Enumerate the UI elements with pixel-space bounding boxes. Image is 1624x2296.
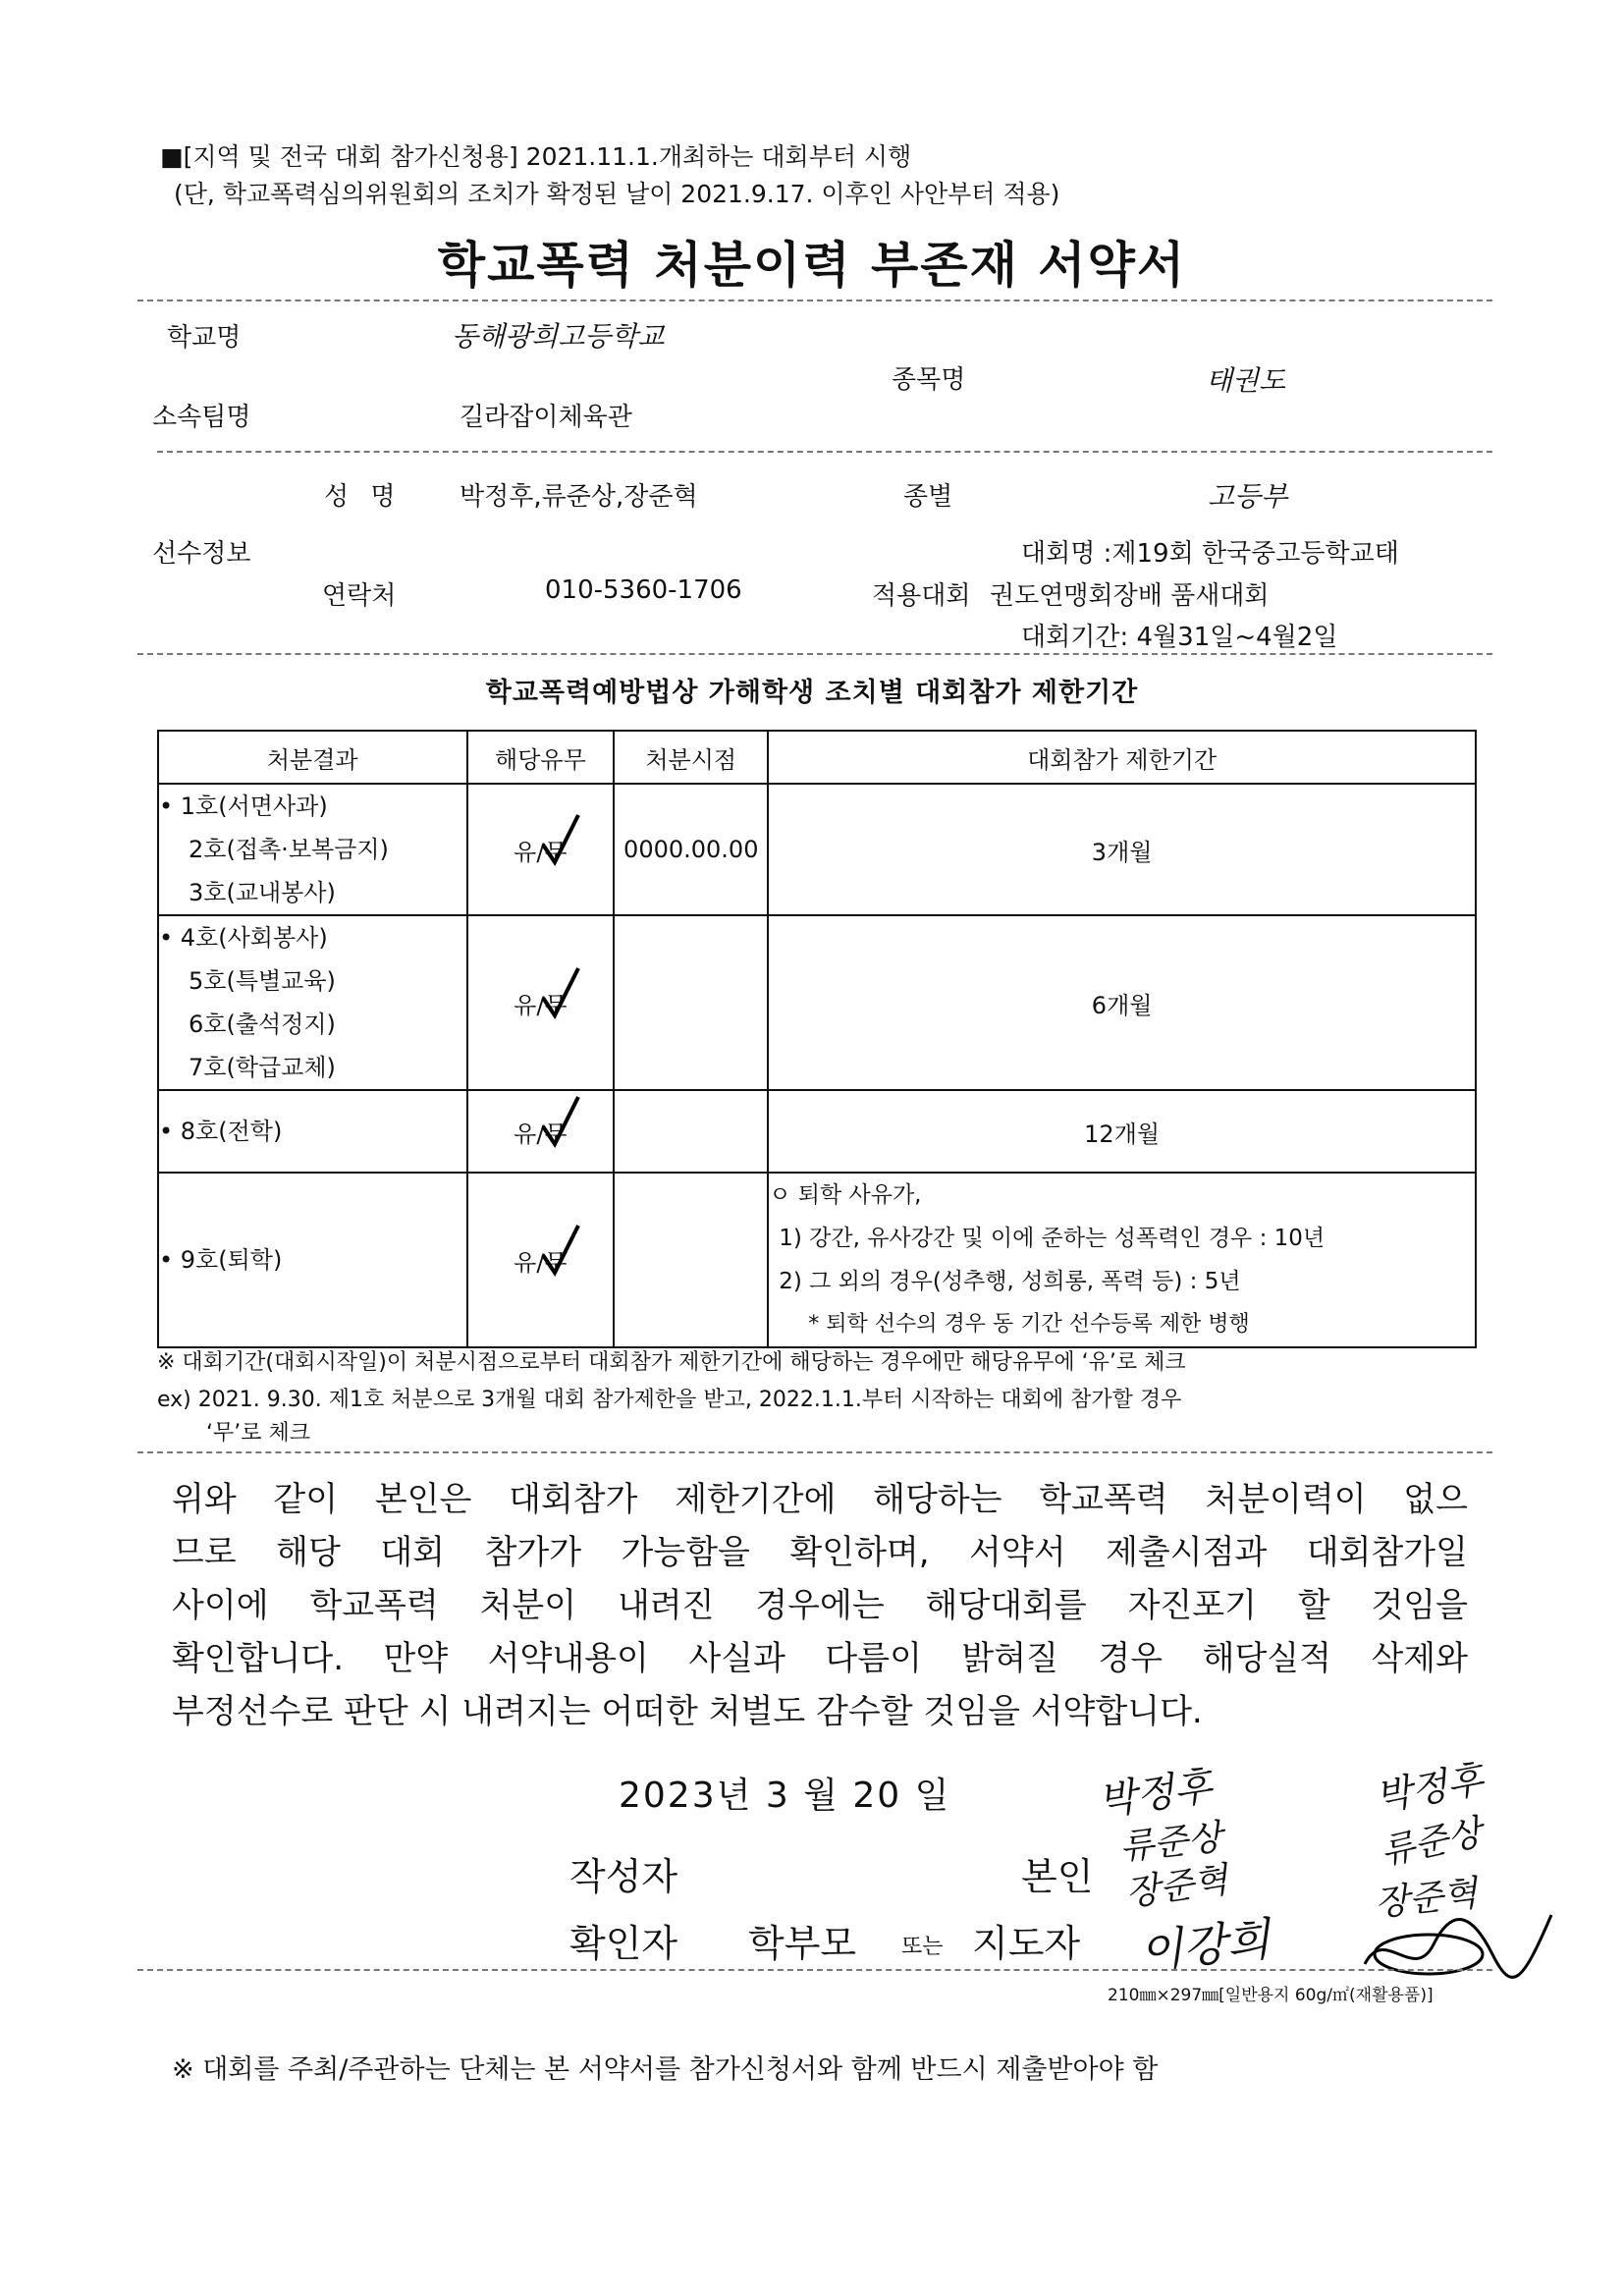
footer-note: ※ 대회를 주최/주관하는 단체는 본 서약서를 참가신청서와 함께 반드시 제출받아야 함 bbox=[172, 2054, 1159, 2085]
or-label: 또는 bbox=[901, 1935, 944, 1959]
checkmark-icon bbox=[539, 1093, 582, 1148]
period-cell: 12개월 bbox=[768, 1090, 1476, 1173]
table-row bbox=[158, 1173, 1476, 1347]
disposition-item: • 9호(퇴학) bbox=[159, 1246, 283, 1274]
pledge-line: 므로 해당 대회 참가가 가능함을 확인하며, 서약서 제출시점과 대회참가일 bbox=[172, 1533, 1468, 1572]
signature-date: 2023년 3 월 20 일 bbox=[619, 1776, 951, 1816]
disposition-cell bbox=[158, 1173, 467, 1347]
table-row bbox=[158, 784, 1476, 915]
divider bbox=[157, 451, 1492, 453]
period-line: 2) 그 외의 경우(성추행, 성희롱, 폭력 등) : 5년 bbox=[779, 1269, 1241, 1294]
period-cell: 6개월 bbox=[768, 915, 1476, 1090]
signature-handwriting: 장준혁 bbox=[1123, 1859, 1231, 1915]
applicable-cell[interactable] bbox=[467, 1173, 615, 1347]
confirmer-label: 확인자 bbox=[569, 1922, 678, 1965]
team-label: 소속팀명 bbox=[152, 403, 251, 432]
division-label: 종별 bbox=[903, 482, 953, 512]
signature-handwriting: 박정후 bbox=[1372, 1757, 1487, 1820]
team-value: 길라잡이체육관 bbox=[460, 403, 632, 432]
date-cell bbox=[614, 915, 768, 1090]
competition-name-cont: 권도연맹회장배 품새대회 bbox=[990, 581, 1270, 611]
applicable-cell[interactable] bbox=[467, 915, 615, 1090]
pledge-line: 위와 같이 본인은 대회참가 제한기간에 해당하는 학교폭력 처분이력이 없으 bbox=[172, 1480, 1468, 1519]
restriction-table bbox=[157, 730, 1477, 1348]
checkmark-icon bbox=[539, 964, 582, 1019]
note-3: ‘무’로 체크 bbox=[206, 1421, 310, 1446]
divider bbox=[137, 653, 1492, 655]
disposition-cell bbox=[158, 1090, 467, 1173]
checkmark-icon bbox=[539, 1222, 582, 1277]
applicable-cell[interactable] bbox=[467, 1090, 615, 1173]
signature-handwriting: 박정후 bbox=[1095, 1764, 1216, 1825]
disposition-item: • 4호(사회봉사) bbox=[159, 924, 328, 952]
applied-competition-label: 적용대회 bbox=[872, 581, 971, 611]
divider bbox=[137, 1451, 1492, 1453]
period-line: 1) 강간, 유사강간 및 이에 준하는 성폭력인 경우 : 10년 bbox=[779, 1226, 1326, 1251]
table-row bbox=[158, 1090, 1476, 1173]
disposition-cell bbox=[158, 915, 467, 1090]
pledge-text bbox=[172, 1473, 1468, 1738]
competition-period: 대회기간: 4월31일~4월2일 bbox=[1021, 623, 1338, 652]
disposition-cell bbox=[158, 784, 467, 915]
school-label: 학교명 bbox=[167, 323, 242, 353]
disposition-item: • 1호(서면사과) bbox=[159, 793, 328, 820]
self-label: 본인 bbox=[1021, 1855, 1094, 1898]
check-text: 유/무 bbox=[514, 838, 568, 866]
disposition-item: 5호(특별교육) bbox=[189, 967, 336, 995]
division-value: 고등부 bbox=[1208, 480, 1288, 513]
divider bbox=[137, 1969, 1492, 1971]
disposition-item: 6호(출석정지) bbox=[189, 1011, 336, 1038]
table-header-row bbox=[158, 731, 1476, 784]
player-info-label: 선수정보 bbox=[152, 539, 251, 569]
signature-handwriting: 류준상 bbox=[1377, 1812, 1487, 1874]
date-cell bbox=[614, 1173, 768, 1347]
col-header-result: 처분결과 bbox=[158, 731, 467, 784]
coach-label: 지도자 bbox=[972, 1922, 1081, 1965]
parent-label: 학부모 bbox=[748, 1922, 857, 1965]
note-1: ※ 대회기간(대회시작일)이 처분시점으로부터 대회참가 제한기간에 해당하는 경우에만 해당유무에 ‘유’로 체크 bbox=[157, 1350, 1186, 1375]
school-value: 동해광희고등학교 bbox=[452, 320, 665, 353]
table-row bbox=[158, 915, 1476, 1090]
paper-spec: 210㎜×297㎜[일반용지 60g/㎡(재활용품)] bbox=[1108, 1986, 1434, 2005]
applicable-cell[interactable] bbox=[467, 784, 615, 915]
signature-handwriting: 류준상 bbox=[1117, 1817, 1224, 1869]
period-cell: 3개월 bbox=[768, 784, 1476, 915]
header-line-2: (단, 학교폭력심의위원회의 조치가 확정된 날이 2021.9.17. 이후인 사안부터 적용) bbox=[174, 180, 1060, 208]
disposition-item: 3호(교내봉사) bbox=[189, 879, 336, 906]
section-title: 학교폭력예방법상 가해학생 조치별 대회참가 제한기간 bbox=[485, 678, 1139, 708]
contact-label: 연락처 bbox=[322, 581, 397, 611]
event-label: 종목명 bbox=[892, 365, 966, 395]
col-header-period: 대회참가 제한기간 bbox=[768, 731, 1476, 784]
expulsion-period-cell bbox=[768, 1173, 1476, 1347]
pledge-line: 부정선수로 판단 시 내려지는 어떠한 처벌도 감수할 것임을 서약합니다. bbox=[172, 1692, 1203, 1731]
pledge-line: 사이에 학교폭력 처분이 내려진 경우에는 해당대회를 자진포기 할 것임을 bbox=[172, 1586, 1468, 1625]
check-text: 유/무 bbox=[514, 991, 568, 1019]
header-line-1: ■[지역 및 전국 대회 참가신청용] 2021.11.1.개최하는 대회부터 시행 bbox=[160, 142, 912, 171]
period-line: ㅇ 퇴학 사유가, bbox=[769, 1182, 922, 1208]
col-header-date: 처분시점 bbox=[614, 731, 768, 784]
note-2: ex) 2021. 9.30. 제1호 처분으로 3개월 대회 참가제한을 받고, 2022.1.1.부터 시작하는 대회에 참가할 경우 bbox=[157, 1388, 1182, 1412]
signature-handwriting: 이강희 bbox=[1136, 1912, 1273, 1979]
col-header-applicable: 해당유무 bbox=[467, 731, 615, 784]
disposition-item: 2호(접촉·보복금지) bbox=[189, 836, 389, 863]
divider bbox=[137, 300, 1492, 301]
check-text: 유/무 bbox=[514, 1248, 568, 1277]
name-label: 성 명 bbox=[324, 482, 396, 512]
page-title: 학교폭력 처분이력 부존재 서약서 bbox=[437, 237, 1187, 294]
disposition-item: • 8호(전학) bbox=[159, 1118, 283, 1145]
checkmark-icon bbox=[539, 811, 582, 866]
contact-value: 010-5360-1706 bbox=[545, 575, 742, 605]
check-text: 유/무 bbox=[514, 1120, 568, 1148]
date-cell bbox=[614, 1090, 768, 1173]
disposition-item: 7호(학급교체) bbox=[189, 1054, 336, 1081]
name-value: 박정후,류준상,장준혁 bbox=[460, 482, 698, 512]
event-value: 태권도 bbox=[1206, 364, 1286, 397]
pledge-line: 확인합니다. 만약 서약내용이 사실과 다름이 밝혀질 경우 해당실적 삭제와 bbox=[172, 1639, 1468, 1678]
competition-name: 대회명 :제19회 한국중고등학교태 bbox=[1021, 539, 1399, 569]
date-cell: 0000.00.00 bbox=[614, 784, 768, 915]
signature-handwriting: 장준혁 bbox=[1373, 1873, 1480, 1925]
writer-label: 작성자 bbox=[569, 1855, 678, 1898]
period-line: * 퇴학 선수의 경우 동 기간 선수등록 제한 병행 bbox=[808, 1312, 1250, 1337]
